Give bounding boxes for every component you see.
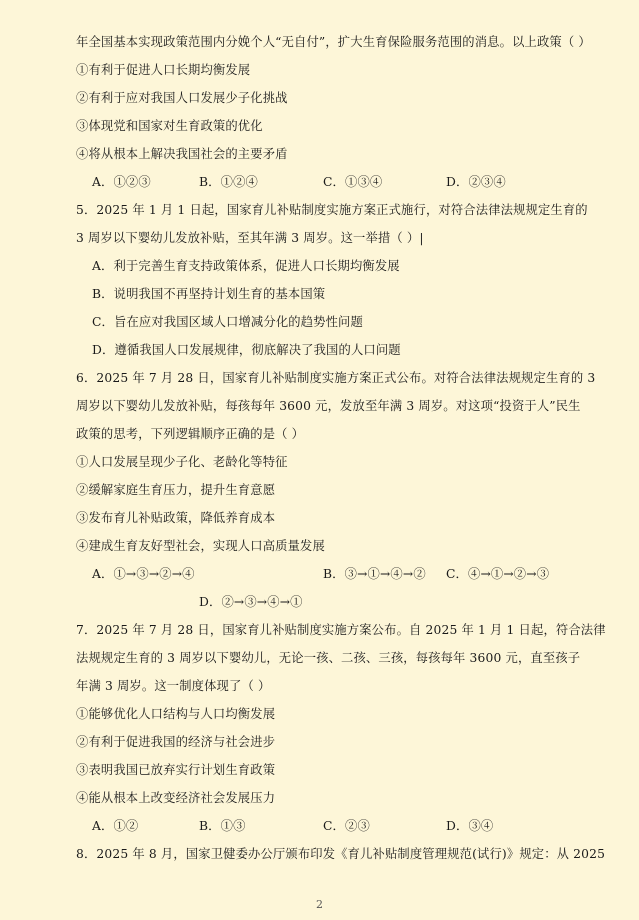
question-5-stem: 5．2025 年 1 月 1 日起，国家育儿补贴制度实施方案正式施行，对符合法律法规规定生育的 <box>76 203 588 217</box>
statement-2: ②有利于促进我国的经济与社会进步 <box>76 735 276 749</box>
question-8-stem: 8．2025 年 8 月，国家卫健委办公厅颁布印发《育儿补贴制度管理规范(试行)》规定：从 2025 <box>76 847 606 861</box>
option-b: B．③→①→④→② <box>323 567 426 581</box>
question-7-stem-cont: 法规规定生育的 3 周岁以下婴幼儿，无论一孩、二孩、三孩，每孩每年 3600 元，直至孩子 <box>76 651 581 665</box>
option-c: C．②③ <box>323 819 370 833</box>
question-5-stem-cont: 3 周岁以下婴幼儿发放补贴，至其年满 3 周岁。这一举措（ ）| <box>76 231 424 245</box>
option-c: C．①③④ <box>323 175 383 189</box>
option-a: A．利于完善生育支持政策体系，促进人口长期均衡发展 <box>92 259 400 273</box>
option-a: A．①→③→②→④ <box>92 567 195 581</box>
text-line: 年全国基本实现政策范围内分娩个人“无自付”，扩大生育保险服务范围的消息。以上政策（ ） <box>76 35 591 49</box>
option-a: A．①② <box>92 819 139 833</box>
question-7-stem-cont: 年满 3 周岁。这一制度体现了（ ） <box>76 679 271 693</box>
statement-4: ④建成生育友好型社会，实现人口高质量发展 <box>76 539 325 553</box>
statement-1: ①人口发展呈现少子化、老龄化等特征 <box>76 455 288 469</box>
option-d: D．③④ <box>446 819 494 833</box>
option-b: B．①②④ <box>199 175 258 189</box>
page-number: 2 <box>316 898 323 911</box>
question-7-stem: 7．2025 年 7 月 28 日，国家育儿补贴制度实施方案公布。自 2025 年 1 月 1 日起，符合法律 <box>76 623 606 637</box>
question-6-stem: 6．2025 年 7 月 28 日，国家育儿补贴制度实施方案正式公布。对符合法律法规规定生育的 3 <box>76 371 596 385</box>
statement-4: ④将从根本上解决我国社会的主要矛盾 <box>76 147 288 161</box>
option-a: A．①②③ <box>92 175 151 189</box>
option-c: C．旨在应对我国区域人口增减分化的趋势性问题 <box>92 315 363 329</box>
statement-3: ③表明我国已放弃实行计划生育政策 <box>76 763 276 777</box>
option-b: B．①③ <box>199 819 246 833</box>
option-d: D．②③④ <box>446 175 506 189</box>
statement-4: ④能从根本上改变经济社会发展压力 <box>76 791 276 805</box>
statement-3: ③体现党和国家对生育政策的优化 <box>76 119 263 133</box>
statement-2: ②缓解家庭生育压力，提升生育意愿 <box>76 483 276 497</box>
option-b: B．说明我国不再坚持计划生育的基本国策 <box>92 287 326 301</box>
question-6-stem-cont: 周岁以下婴幼儿发放补贴，每孩每年 3600 元，发放至年满 3 周岁。对这项“投资于人”民生 <box>76 399 581 413</box>
option-c: C．④→①→②→③ <box>446 567 550 581</box>
statement-1: ①能够优化人口结构与人口均衡发展 <box>76 707 276 721</box>
statement-3: ③发布育儿补贴政策，降低养育成本 <box>76 511 276 525</box>
option-d: D．遵循我国人口发展规律，彻底解决了我国的人口问题 <box>92 343 401 357</box>
statement-1: ①有利于促进人口长期均衡发展 <box>76 63 251 77</box>
statement-2: ②有利于应对我国人口发展少子化挑战 <box>76 91 288 105</box>
question-6-stem-cont: 政策的思考，下列逻辑顺序正确的是（ ） <box>76 427 305 441</box>
option-d: D．②→③→④→① <box>199 595 303 609</box>
